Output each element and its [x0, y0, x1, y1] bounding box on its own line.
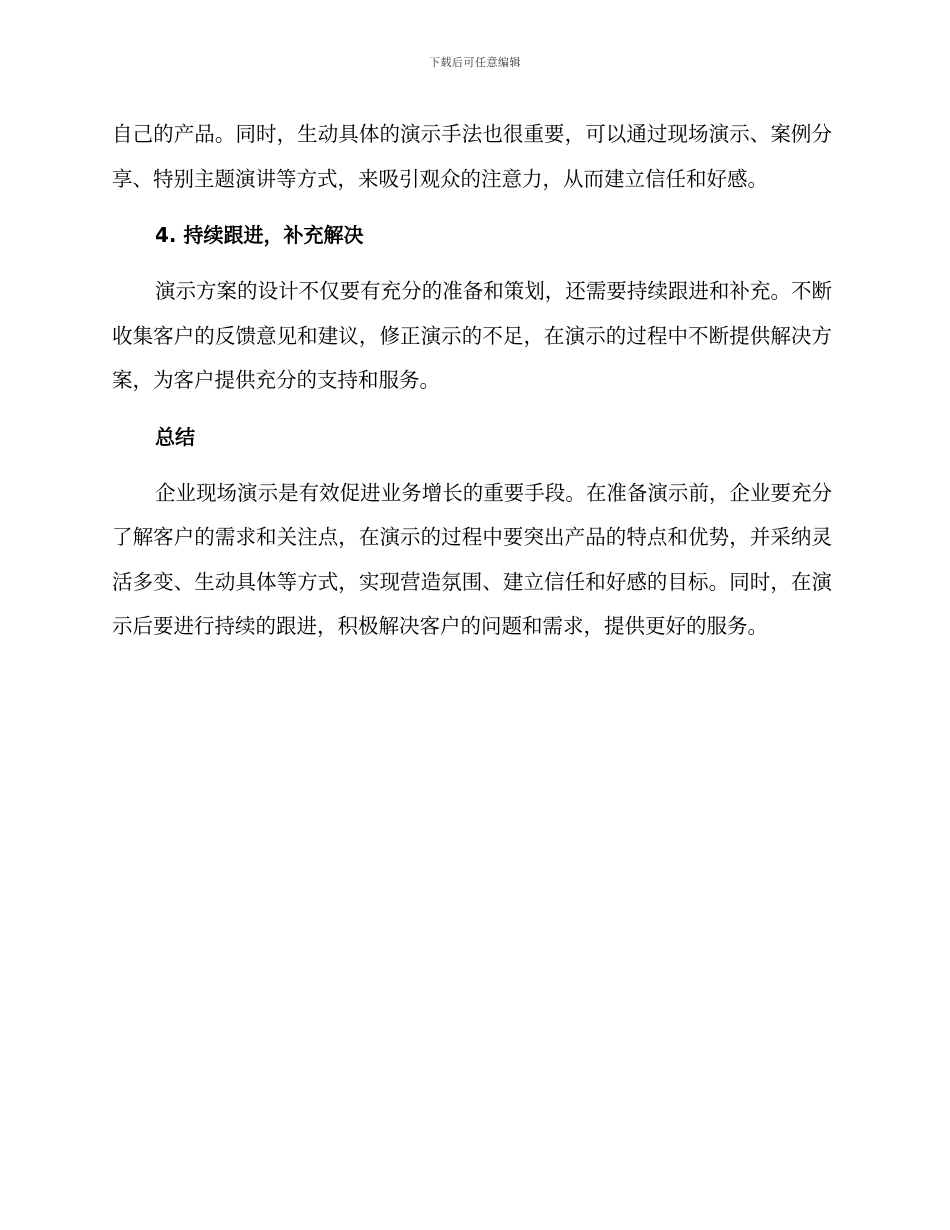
- paragraph-summary: 企业现场演示是有效促进业务增长的重要手段。在准备演示前，企业要充分了解客户的需求和关注点，在演示的过程中要突出产品的特点和优势，并采纳灵活多变、生动具体等方式，实现营造氛围、建立信任和好感的目标。同时，在演示后要进行持续的跟进，积极解决客户的问题和需求，提供更好的服务。: [112, 480, 832, 638]
- paragraph-follow-up: 演示方案的设计不仅要有充分的准备和策划，还需要持续跟进和补充。不断收集客户的反馈意见和建议，修正演示的不足，在演示的过程中不断提供解决方案，为客户提供充分的支持和服务。: [112, 279, 832, 392]
- paragraph-continued: 自己的产品。同时，生动具体的演示手法也很重要，可以通过现场演示、案例分享、特别主题演讲等方式，来吸引观众的注意力，从而建立信任和好感。: [112, 122, 832, 191]
- section-heading-4: 4. 持续跟进，补充解决: [155, 223, 364, 247]
- summary-heading: 总结: [155, 424, 195, 449]
- document-body: [112, 112, 832, 649]
- page-header: 下载后可任意编辑: [429, 56, 521, 69]
